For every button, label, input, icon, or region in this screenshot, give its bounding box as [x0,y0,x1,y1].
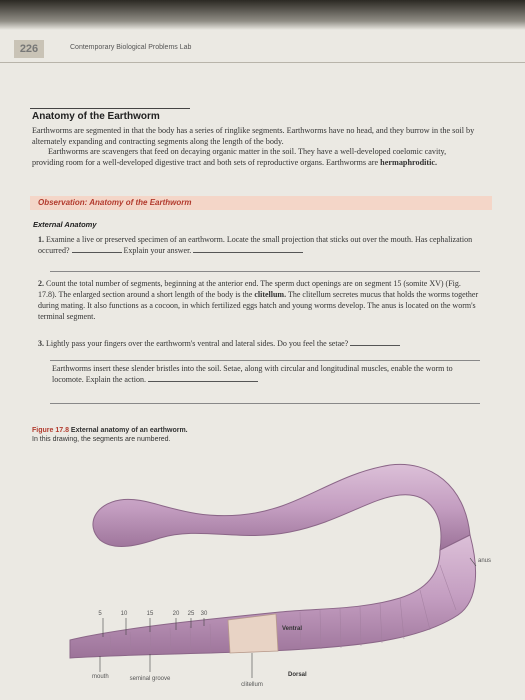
answer-blank-setae[interactable] [350,338,400,346]
worm-body-upper [93,464,470,550]
observation-title: Observation: Anatomy of the Earthworm [38,198,192,207]
hermaphroditic-term: hermaphroditic. [380,157,438,167]
segment-number-20: 20 [172,611,180,617]
clitellum-label: clitellum [241,682,263,688]
page-top-shadow [0,0,525,30]
segment-number-5: 5 [98,611,102,617]
external-anatomy-heading: External Anatomy [33,220,97,229]
question-1-number: 1. [38,235,44,244]
ventral-label: Ventral [282,626,303,632]
question-3-text: Lightly pass your fingers over the earthworm's ventral and lateral sides. Do you feel the setae? [46,339,349,348]
question-3-followup [52,363,480,385]
section-rule [30,108,190,109]
segment-number-25: 25 [187,611,195,617]
answer-blank-cephalization[interactable] [72,245,122,253]
answer-blank-explain-1[interactable] [193,245,303,253]
question-2-number: 2. [38,279,44,288]
question-3 [38,338,480,349]
question-1-text: Examine a live or preserved specimen of an earthworm. Locate the small projection that sticks out over the mouth. Has cephalization occurred? [38,235,473,255]
answer-blank-locomote[interactable] [148,374,258,382]
question-2-text-cont: The clitellum secretes mucus that holds the worms together during mating. It also functions as a cocoon, in which fertilized eggs hatch and young worms develop. The anus is located on the worm's terminal segment. [38,290,479,321]
earthworm-illustration [0,440,525,700]
clitellum-term: clitellum. [254,290,287,299]
question-3-followup-text: Earthworms insert these slender bristles into the soil. Setae, along with circular and longitudinal muscles, enable the worm to locomote. Explain the action. [52,364,453,384]
page-number: 226 [14,40,44,58]
dorsal-label: Dorsal [288,672,307,678]
figure-subtitle: In this drawing, the segments are numbered. [32,436,171,443]
question-1-explain: Explain your answer. [123,246,192,255]
section-title: Anatomy of the Earthworm [32,111,160,122]
intro-text [32,126,480,168]
mouth-label: mouth [92,674,109,680]
figure-title: External anatomy of an earthworm. [70,427,188,434]
question-1 [38,234,480,256]
running-title: Contemporary Biological Problems Lab [70,44,192,51]
intro-paragraph-1: Earthworms are segmented in that the body has a series of ringlike segments. Earthworms have no head, and they burrow in the soil by alternately expanding and contracting segments along the length of the body. [32,126,475,146]
question-2 [38,278,480,322]
clitellum-band [228,614,278,653]
answer-line[interactable] [50,271,480,272]
answer-line[interactable] [50,360,480,361]
segment-number-30: 30 [200,611,208,617]
seminal-groove-label: seminal groove [129,676,171,682]
segment-number-10: 10 [120,611,128,617]
answer-line[interactable] [50,403,480,404]
question-2-text: Count the total number of segments, beginning at the anterior end. The sperm duct openings are on segment 15 (somite XV) (Fig. 17.8). The enlarged section around a short length of the body is the [38,279,461,299]
segment-number-15: 15 [146,611,154,617]
question-3-number: 3. [38,339,44,348]
intro-paragraph-2-text: Earthworms are scavengers that feed on decaying organic matter in the soil. They have a well-developed coelomic cavity, providing room for a well-developed digestive tract and both sets of reproductive organs. Earthworms are [32,147,447,167]
figure-label: Figure 17.8 [32,427,69,434]
anus-label: anus [478,558,492,564]
intro-paragraph-2 [32,147,480,168]
